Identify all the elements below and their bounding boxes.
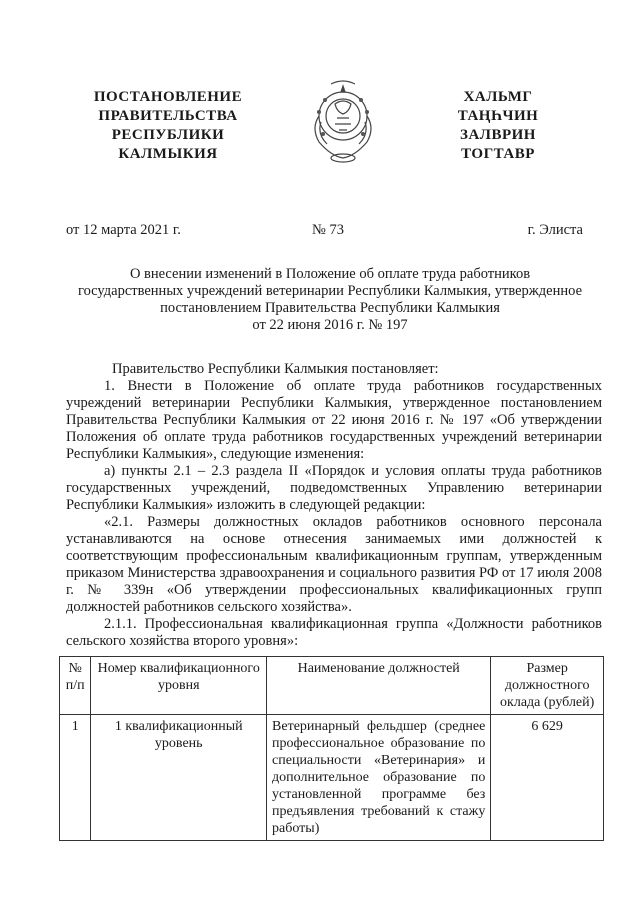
paragraph-2-1: «2.1. Размеры должностных окладов работников основного персонала устанавливаются на основе отнесения занимаемых ими должностей к соответствующим профессиональным квалификационным группам, утвержденным приказом Министерства здравоохранения и социального развития РФ от 17 июля 2008 г. № 339н «Об утверждении профессиональных квалификационных групп должностей работников сельского хозяйства». [66,514,602,615]
header-right-line: ТОГТАВР [461,146,535,162]
document-title [60,266,600,334]
title-line: постановлением Правительства Республики Калмыкия [160,300,500,316]
cell-position: Ветеринарный фельдшер (среднее профессиональное образование по специальности «Ветеринария» и дополнительное образование по установленной программе без предъявления требований к стажу работы) [267,715,491,841]
header-left-line: ПРАВИТЕЛЬСТВА [98,108,238,124]
salary-table [59,656,604,841]
header-right-line: ТАҢҺЧИН [457,108,539,124]
cell-number: 1 [60,715,91,841]
emblem-icon [305,78,381,164]
col-header-number: № п/п [60,657,91,715]
document-number: № 73 [312,222,344,238]
header-right [448,88,548,164]
col-header-position: Наименование должностей [267,657,491,715]
cell-level: 1 квалификационный уровень [91,715,267,841]
intro-paragraph: Правительство Республики Калмыкия постановляет: [112,361,439,377]
header-right-line: ХАЛЬМГ [463,89,533,105]
cell-salary: 6 629 [491,715,604,841]
header-left-line: РЕСПУБЛИКИ [111,127,225,143]
table-row [60,715,604,841]
title-line: от 22 июня 2016 г. № 197 [252,317,408,333]
header-left [88,88,248,164]
col-header-level: Номер квалификационного уровня [91,657,267,715]
document-city: г. Элиста [527,222,583,238]
paragraph-a: а) пункты 2.1 – 2.3 раздела II «Порядок и условия оплаты труда работников государственных учреждений, подведомственных Управлению ветеринарии Республики Калмыкия» изложить в следующей редакции: [66,463,602,513]
header-left-line: КАЛМЫКИЯ [118,146,218,162]
col-header-salary: Размер должностного оклада (рублей) [491,657,604,715]
paragraph-1: 1. Внести в Положение об оплате труда работников государственных учреждений ветеринарии Республики Калмыкия, утвержденное постановлением Правительства Республики Калмыкия от 22 июня 2016 г. № 197 «Об утверждении Положения об оплате труда работников государственных учреждений ветеринарии Республики Калмыкия», следующие изменения: [66,378,602,462]
title-line: государственных учреждений ветеринарии Республики Калмыкия, утвержденное [77,283,583,299]
document-body [66,361,602,650]
header-right-line: ЗАЛВРИН [460,127,536,143]
document-date: от 12 марта 2021 г. [66,222,181,238]
title-line: О внесении изменений в Положение об оплате труда работников [129,266,531,282]
header-left-line: ПОСТАНОВЛЕНИЕ [93,89,243,105]
paragraph-2-1-1: 2.1.1. Профессиональная квалификационная группа «Должности работников сельского хозяйства второго уровня»: [66,616,602,649]
table-header-row [60,657,604,715]
